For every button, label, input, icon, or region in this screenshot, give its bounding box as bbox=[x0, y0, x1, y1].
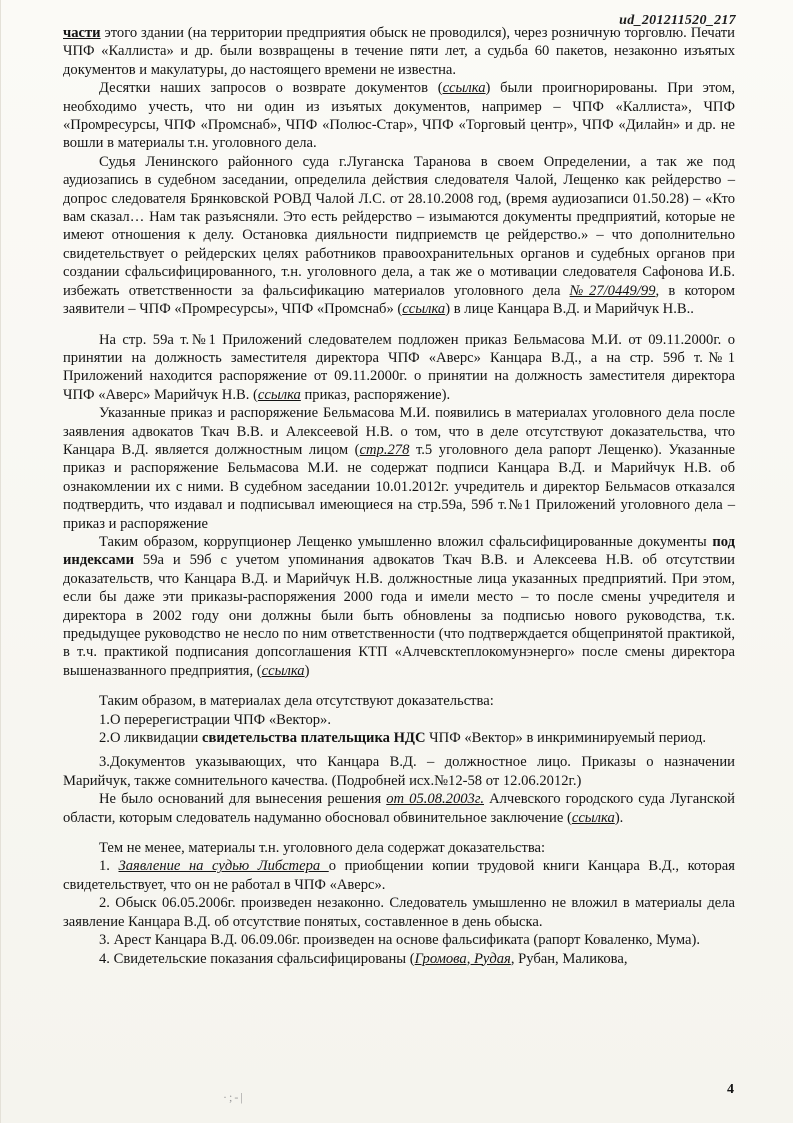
text-run: 4. Свидетельские показания сфальсифицированы ( bbox=[99, 950, 415, 967]
text-run: ЧПФ «Вектор» в инкриминируемый период. bbox=[425, 730, 707, 747]
paragraph bbox=[63, 931, 735, 949]
text-run: Таким образом, в материалах дела отсутствуют доказательства: bbox=[99, 693, 494, 710]
text-run: этого здании (на территории предприятия обыск не проводился), через розничную торговлю. Печати ЧПФ «Каллиста» и др. были возвращены в течение пяти лет, а судьба 60 пакетов, незаконно изъятых документов и макулатуры, до настоящего времени не известна. bbox=[63, 25, 735, 78]
reference-link[interactable]: стр.278 bbox=[359, 441, 410, 458]
bold-text: свидетельства плательщика НДС bbox=[202, 730, 426, 747]
paragraph bbox=[63, 24, 735, 79]
bold-text: под индексами bbox=[63, 533, 735, 569]
reference-link[interactable]: ссылка bbox=[571, 809, 615, 826]
text-run: 2.О ликвидации bbox=[99, 730, 202, 747]
bold-underlined-text: части bbox=[63, 25, 101, 41]
reference-link[interactable]: ссылка bbox=[402, 301, 446, 318]
reference-link[interactable]: ссылка bbox=[257, 386, 301, 403]
text-run: о приобщении копии трудовой книги Канцара В.Д., которая свидетельствует, что он не работал в ЧПФ «Аверс». bbox=[63, 858, 735, 893]
reference-link[interactable]: от 05.08.2003г. bbox=[386, 791, 484, 808]
paragraph bbox=[63, 857, 735, 894]
paragraph bbox=[63, 533, 735, 680]
paragraph bbox=[63, 331, 735, 405]
text-run: 3.Документов указывающих, что Канцара В.Д. – должностное лицо. Приказы о назначении Марийчук, также сомнительного качества. (Подробней исх.№12-58 от 12.06.2012г.) bbox=[63, 754, 735, 789]
text-run: 2. Обыск 06.05.2006г. произведен незаконно. Следователь умышленно не вложил в материалы дела заявление Канцара В.Д. об отсутствие понятых, составленное в день обыска. bbox=[63, 895, 735, 930]
paragraph bbox=[63, 79, 735, 153]
paragraph bbox=[63, 790, 735, 827]
reference-link[interactable]: №27/0449/99 bbox=[569, 282, 656, 299]
paragraph bbox=[63, 839, 735, 857]
text-run: , в котором заявители – ЧПФ «Промресурсы», ЧПФ «Промснаб» ( bbox=[63, 282, 736, 318]
text-run: Не было оснований для вынесения решения bbox=[99, 791, 387, 808]
document-body bbox=[63, 24, 735, 968]
paragraph bbox=[63, 950, 735, 968]
paragraph bbox=[63, 729, 735, 747]
text-run: 3. Арест Канцара В.Д. 06.09.06г. произведен на основе фальсификата (рапорт Коваленко, Мума). bbox=[99, 932, 701, 949]
text-run: Указанные приказ и распоряжение Бельмасова М.И. появились в материалах уголовного дела после заявления адвокатов Ткач В.В. и Алексеевой Н.В. о том, что в деле отсутствуют доказательства, что Канцара В.Д. является должностным лицом ( bbox=[63, 405, 735, 458]
reference-link[interactable]: Заявление на судью Либстера bbox=[118, 858, 329, 875]
text-run: 1.О перерегистрации ЧПФ «Вектор». bbox=[99, 711, 331, 728]
paragraph-gap bbox=[63, 827, 735, 839]
reference-link[interactable]: ссылка bbox=[442, 80, 486, 97]
paragraph bbox=[63, 692, 735, 710]
paragraph bbox=[63, 153, 735, 319]
paragraph bbox=[63, 753, 735, 790]
text-run: 1. bbox=[99, 858, 119, 875]
text-run: ). bbox=[614, 809, 624, 826]
text-run: Тем не менее, материалы т.н. уголовного дела содержат доказательства: bbox=[99, 840, 546, 857]
paragraph bbox=[63, 894, 735, 931]
paragraph bbox=[63, 404, 735, 533]
paragraph bbox=[63, 711, 735, 729]
document-id: ud_201211520_217 bbox=[619, 13, 736, 28]
text-run: Десятки наших запросов о возврате документов ( bbox=[99, 80, 443, 97]
text-run: На стр. 59а т.№1 Приложений следователем подложен приказ Бельмасова М.И. от 09.11.2000г. о принятии на должность заместителя директора ЧПФ «Аверс» Канцара В.Д., а на стр. 59б т.№1 Приложений находится распоряжение от 09.11.2000г. о принятии на должность заместителя директора ЧПФ «Аверс» Марийчук Н.В. ( bbox=[63, 331, 735, 403]
text-run: , Рубан, Маликова, bbox=[510, 950, 628, 967]
scan-smudge: ·;-| bbox=[223, 1090, 245, 1104]
text-run: приказ, распоряжение). bbox=[300, 386, 451, 403]
text-run: т.5 уголовного дела рапорт Лещенко). Указанные приказ и распоряжение Бельмасова М.И. не содержат подписи Канцара В.Д. и Марийчук Н.В. об ознакомлении их с ними. В судебном заседании 10.01.2012г. учредитель и директор Бельмасов отказался подтвердить, что издавал и подписывал имеющиеся на стр.59а, 59б т.№1 Приложений уголовного дела – приказ и распоряжение bbox=[63, 441, 735, 532]
text-run: 59а и 59б с учетом упоминания адвокатов Ткач В.В. и Алексеева Н.В. об отсутствии доказательств, что Канцара В.Д. и Марийчук Н.В. должностные лица указанных предприятий. При этом, если бы даже эти приказы-распоряжения 2000 года и имели место – то после смены учредителя и директора в 2002 году они должны были быть обновлены за подписью нового руководства, т.к. предыдущее руководство не несло по ним ответственности (что подтверждается общепринятой практикой, в т.ч. практикой подписания допсоглашения КТП «Алчевсктеплокомунэнерго» после смены директора вышеназванного предприятия, ( bbox=[63, 552, 735, 679]
text-run: ) были проигнорированы. При этом, необходимо учесть, что ни один из изъятых документов, например – ЧПФ «Каллиста», ЧПФ «Промресурсы, ЧПФ «Промснаб», ЧПФ «Полюс-Стар», ЧПФ «Торговый центр», ЧПФ «Дилайн» и др. не вошли в материалы т.н. уголовного дела. bbox=[63, 80, 735, 152]
text-run: ) в лице Канцара В.Д. и Марийчук Н.В.. bbox=[445, 301, 694, 318]
reference-link[interactable]: Громова, Рудая bbox=[414, 950, 511, 967]
page-number: 4 bbox=[727, 1082, 734, 1097]
text-run: Судья Ленинского районного суда г.Луганска Таранова в своем Определении, а так же под аудиозапись в судебном заседании, определила действия следователя Чалой, Лещенко как рейдерство – допрос следователя Брянковской РОВД Чалой Л.С. от 28.10.2008 год, (время аудиозаписи 01.50.28) – «Кто вам сказал… Нам так разъясняли. Это есть рейдерство – изымаются документы предприятий, которые не имеют отношения к делу. Остановка дияльности пидприемств це рейдерство.» – что дополнительно свидетельствует о рейдерских целях работников правоохранительных органов и судебных органов при создании сфальсифицированного, т.н. уголовного дела, а так же о мотивации следователя Сафонова И.Б. избежать ответственности за фальсификацию материалов уголовного дела bbox=[63, 153, 735, 299]
text-run: Алчевского городского суда Луганской области, которым следователь надуманно обосновал обвинительное заключение ( bbox=[63, 791, 735, 826]
text-run: Таким образом, коррупционер Лещенко умышленно вложил сфальсифицированные документы bbox=[99, 533, 713, 550]
text-run: ) bbox=[304, 662, 310, 679]
paragraph-gap bbox=[63, 680, 735, 692]
paragraph-gap bbox=[63, 319, 735, 331]
reference-link[interactable]: ссылка bbox=[261, 662, 305, 679]
